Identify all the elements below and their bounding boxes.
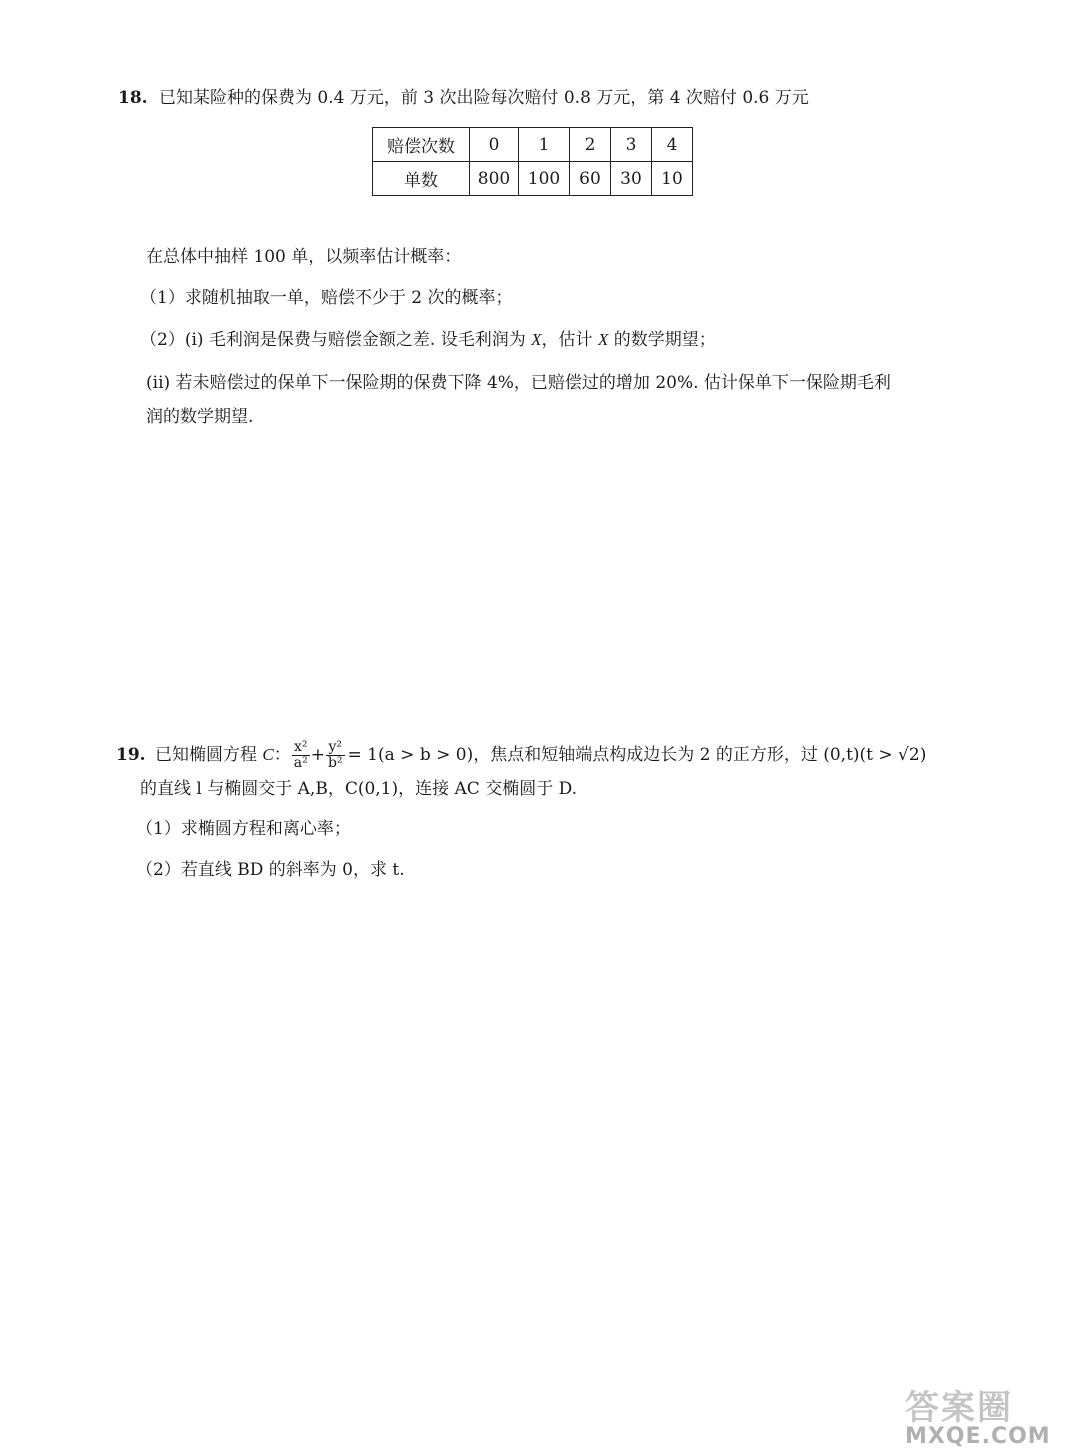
q18-part2-mid: ，估计 [541,330,598,350]
var-x: X [531,330,542,349]
fraction-y2-b2 [326,740,345,771]
table-row [373,128,693,162]
frac-den: a² [293,755,308,771]
table-cell: 4 [652,128,693,162]
table-cell: 10 [652,162,693,196]
q18-stem: 已知某险种的保费为 0.4 万元，前 3 次出险每次赔付 0.8 万元，第 4 次赔付 0.6 万元 [158,88,809,108]
frac-num: y² [326,740,345,756]
q18-sample-text: 在总体中抽样 100 单，以频率估计概率： [146,247,462,267]
q18-part3-line2: 润的数学期望. [146,407,254,427]
var-c: C [262,745,274,764]
table-cell: 3 [611,128,652,162]
table-header-cell: 赔偿次数 [373,128,470,162]
q19-line2: 的直线 l 与椭圆交于 A,B，C(0,1)，连接 AC 交椭圆于 D. [140,779,578,799]
q19-number: 19. [116,745,146,765]
q18-part2-suffix: 的数学期望； [608,330,716,350]
var-x: X [597,330,609,349]
watermark-cn: 答案圈 [905,1388,1013,1428]
q19-stem-line [116,735,926,775]
watermark-logo [895,1380,1065,1450]
q19-part2: （2）若直线 BD 的斜率为 0，求 t. [136,860,405,880]
q19-part1: （1）求椭圆方程和离心率； [136,819,351,839]
table-cell: 30 [611,162,652,196]
q19-stem-mid: ，焦点和短轴端点构成边长为 2 的正方形，过 (0,t)(t > √2) [473,745,927,765]
q18-part2-prefix: （2）(i) 毛利润是保费与赔偿金额之差. 设毛利润为 [140,330,532,350]
frac-den: b² [327,755,343,771]
equation-rest: = 1(a > b > 0) [347,745,474,765]
watermark-en: MXQE.COM [905,1424,1051,1449]
q19-stem-prefix: 已知椭圆方程 [154,745,263,765]
fraction-x2-a2 [292,740,310,771]
table-cell: 60 [570,162,611,196]
colon: ： [273,745,291,765]
plus-sign: + [310,745,325,765]
q18-stem-line [118,86,809,110]
frac-num: x² [292,740,310,756]
table-cell: 800 [470,162,519,196]
table-header-cell: 单数 [373,162,470,196]
table-cell: 100 [519,162,570,196]
table-cell: 0 [470,128,519,162]
table-cell: 2 [570,128,611,162]
table-cell: 1 [519,128,570,162]
q18-part3-line1: (ii) 若未赔偿过的保单下一保险期的保费下降 4%，已赔偿过的增加 20%. 估计保单下一保险期毛利 [146,373,891,393]
q18-part1: （1）求随机抽取一单，赔偿不少于 2 次的概率； [140,288,513,308]
claims-table [372,127,693,196]
q18-part2 [140,328,716,352]
q18-number: 18. [118,88,148,108]
table-row [373,162,693,196]
